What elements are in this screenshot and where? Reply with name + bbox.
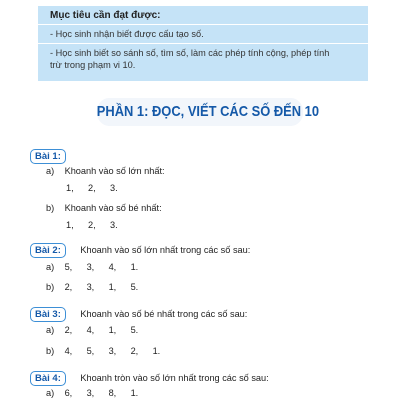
number-row [46,388,153,398]
exercise-badge: Bài 4: [30,371,66,386]
exercise-2-header [30,240,250,258]
number-item[interactable]: 5. [130,325,139,335]
number-item[interactable]: 3, [86,282,95,292]
goals-title: Mục tiêu cần đạt được: [50,10,161,21]
number-item[interactable]: 6, [64,388,73,398]
exercise-1-part-a [46,166,165,176]
number-row [46,262,153,272]
number-item[interactable]: 2, [130,346,139,356]
number-item[interactable]: 4, [86,325,95,335]
exercise-4-header [30,368,269,386]
number-item[interactable]: 3, [86,262,95,272]
number-item[interactable]: 1. [130,388,139,398]
goal-item: - Học sinh nhận biết được cấu tạo số. [38,24,368,43]
number-item[interactable]: 4, [64,346,73,356]
number-item[interactable]: 4, [108,262,117,272]
goal-item [38,43,368,71]
number-item[interactable]: 1. [130,262,139,272]
part-title: PHẦN 1: ĐỌC, VIẾT CÁC SỐ ĐẾN 10 [97,98,303,126]
row-label: b) [46,282,55,292]
exercise-1-header [30,146,66,164]
number-row [46,282,153,292]
exercise-prompt: Khoanh vào số lớn nhất trong các số sau: [80,245,251,255]
number-item[interactable]: 2, [64,325,73,335]
part-instruction: Khoanh vào số bé nhất: [64,203,162,213]
exercise-1-part-b [46,203,162,213]
number-item[interactable]: 3. [110,220,118,230]
number-item[interactable]: 1, [66,220,74,230]
number-item[interactable]: 5, [86,346,95,356]
number-item[interactable]: 3. [110,183,118,193]
number-item[interactable]: 5, [64,262,73,272]
number-item[interactable]: 2, [64,282,73,292]
exercise-badge: Bài 2: [30,243,66,258]
number-item[interactable]: 3, [86,388,95,398]
exercise-badge: Bài 1: [30,149,66,164]
number-item[interactable]: 1, [108,282,117,292]
row-label: a) [46,388,55,398]
number-item[interactable]: 1, [66,183,74,193]
part-label: b) [46,203,55,213]
number-item[interactable]: 5. [130,282,139,292]
number-row [46,346,175,356]
row-label: b) [46,346,55,356]
row-label: a) [46,325,55,335]
learning-goals-box [38,6,368,81]
number-row [66,183,132,193]
number-item[interactable]: 2, [88,183,96,193]
number-row [46,325,153,335]
number-item[interactable]: 1, [108,325,117,335]
exercise-3-header [30,304,247,322]
part-label: a) [46,166,55,176]
exercise-prompt: Khoanh tròn vào số lớn nhất trong các số sau: [80,373,269,383]
number-row [66,220,132,230]
number-item[interactable]: 3, [108,346,117,356]
number-item[interactable]: 8, [108,388,117,398]
row-label: a) [46,262,55,272]
exercise-badge: Bài 3: [30,307,66,322]
part-instruction: Khoanh vào số lớn nhất: [64,166,165,176]
goal-item-line: trừ trong phạm vi 10. [50,60,136,70]
number-item[interactable]: 1. [152,346,161,356]
exercise-prompt: Khoanh vào số bé nhất trong các số sau: [80,309,248,319]
goal-item-line: - Học sinh biết so sánh số, tìm số, làm các phép tính cộng, phép tính [50,48,330,58]
number-item[interactable]: 2, [88,220,96,230]
